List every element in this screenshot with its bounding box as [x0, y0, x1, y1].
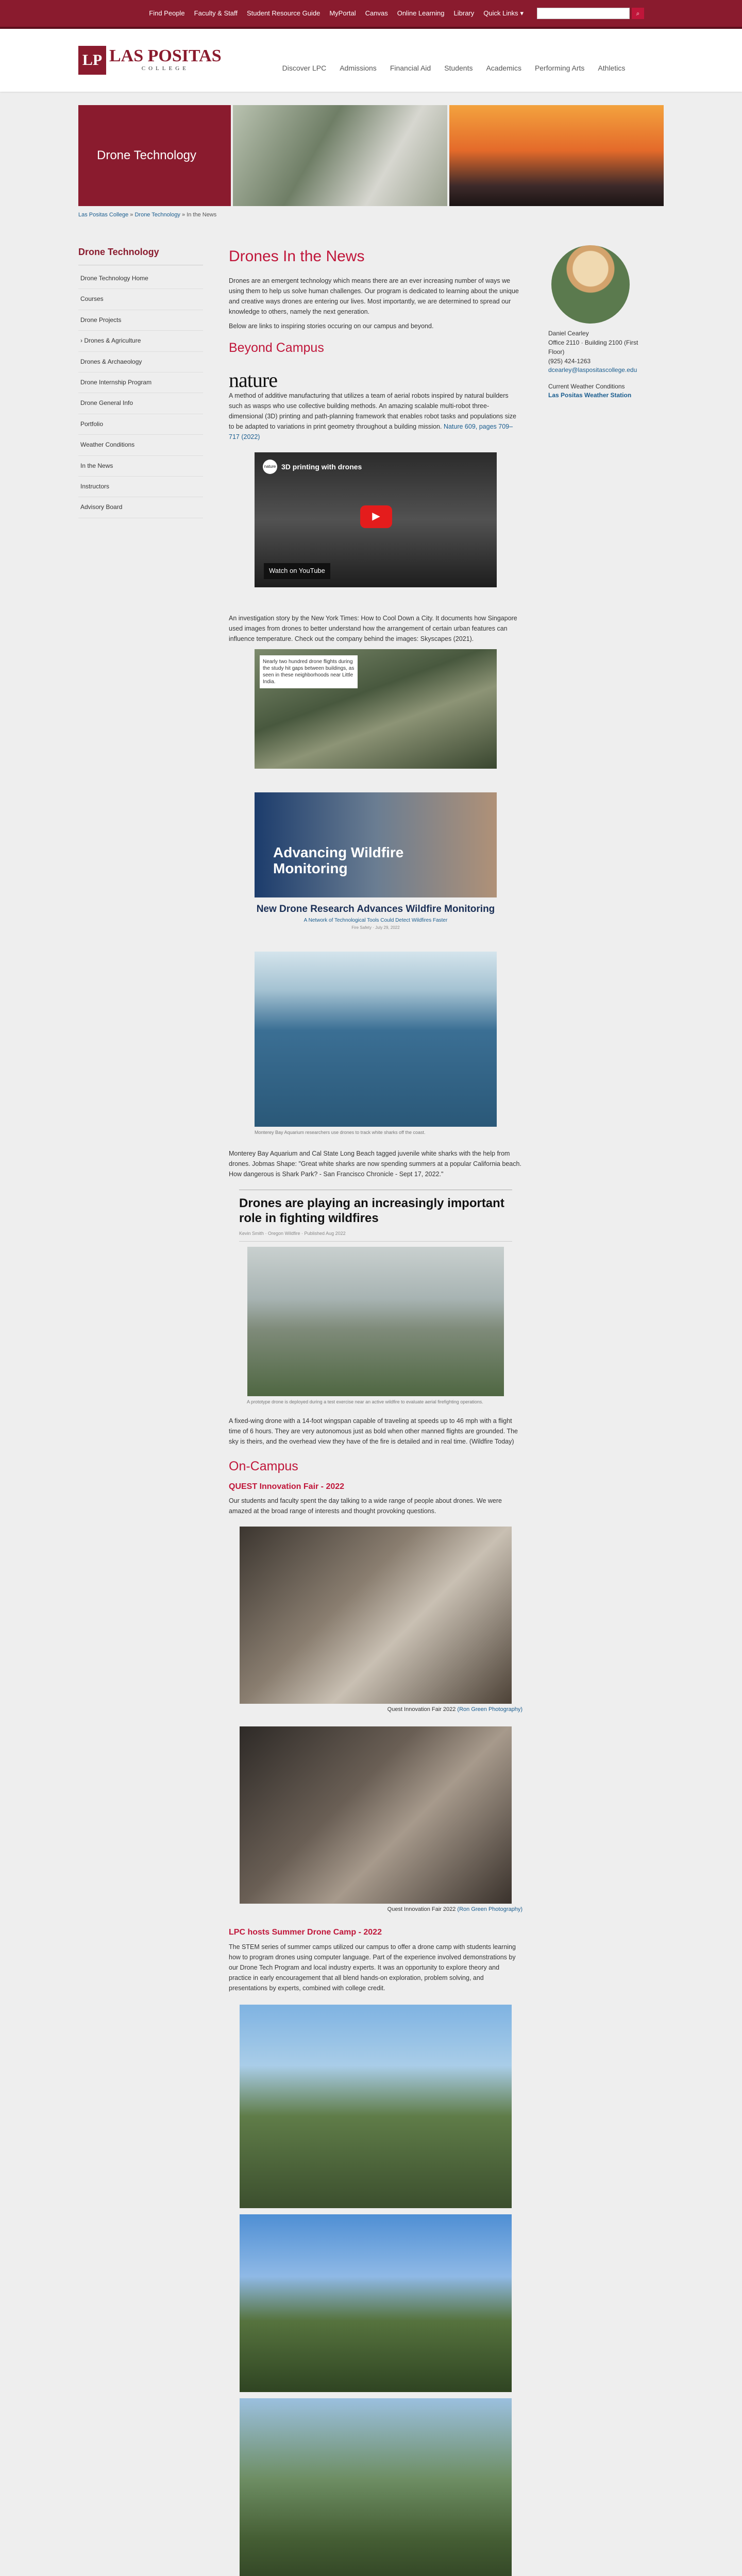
- sidebar-item[interactable]: [78, 352, 203, 372]
- quest-caption-2-text: Quest Innovation Fair 2022: [387, 1906, 456, 1913]
- contact-email-link[interactable]: dcearley@laspositascollege.edu: [548, 366, 637, 374]
- sidebar-item[interactable]: [78, 372, 203, 393]
- drone-camp-photo-3: [240, 2398, 512, 2576]
- sidebar-item[interactable]: [78, 477, 203, 497]
- drone-camp-photo-2: [240, 2214, 512, 2392]
- sidebar-item-label[interactable]: Advisory Board: [80, 503, 123, 511]
- quick-links-label: Quick Links: [483, 9, 518, 17]
- nature-citation-link[interactable]: Nature 609, pages 709–717 (2022): [229, 422, 513, 440]
- quest-title: QUEST Innovation Fair - 2022: [229, 1482, 345, 1492]
- topbar-link-canvas[interactable]: Canvas: [365, 9, 388, 17]
- quest-fair-photo-2: [240, 1726, 512, 1904]
- section-title-on-campus: On-Campus: [229, 1459, 298, 1473]
- section-title-beyond-campus: Beyond Campus: [229, 341, 324, 355]
- sidebar-item[interactable]: [78, 497, 203, 518]
- logo-subtitle: COLLEGE: [141, 65, 189, 72]
- contact-office: Office 2110 · Building 2100 (First Floor): [548, 338, 638, 355]
- contact-name: Daniel Cearley: [548, 329, 589, 337]
- banner-image-drone-sunset: [449, 105, 664, 206]
- quest-paragraph: Our students and faculty spent the day talking to a wide range of people about drones. We were amazed at the broad range of interests and thought provoking questions.: [229, 1497, 502, 1515]
- breadcrumb: Las Positas College » Drone Technology » In the News: [78, 212, 217, 218]
- logo-mark-icon: LP: [78, 46, 106, 75]
- singapore-aerial-image: [255, 649, 497, 769]
- quest-fair-photo-1: [240, 1527, 512, 1704]
- topbar-link-student-resource-guide[interactable]: Student Resource Guide: [246, 9, 321, 17]
- topbar-link-library[interactable]: Library: [453, 9, 475, 17]
- sidebar-item-label[interactable]: Portfolio: [80, 420, 104, 428]
- banner-image-drone-field: [233, 105, 447, 206]
- photo-credit-link[interactable]: (Ron Green Photography): [457, 1906, 522, 1913]
- play-icon[interactable]: ▶: [360, 505, 392, 528]
- wildfire-source-link[interactable]: A Network of Technological Tools Could Detect Wildfires Faster: [303, 918, 448, 924]
- breadcrumb-drone-technology[interactable]: Drone Technology: [134, 212, 180, 218]
- main-content: [229, 245, 522, 2576]
- topbar-link-myportal[interactable]: MyPortal: [329, 9, 356, 17]
- quest-caption-1: [229, 1706, 522, 1714]
- sidebar-item-label[interactable]: Weather Conditions: [80, 441, 135, 449]
- site-header: [0, 29, 742, 92]
- banner-title: Drone Technology: [78, 105, 231, 206]
- fire-paragraph: A fixed-wing drone with a 14-foot wingspan capable of traveling at speeds up to 46 mph with a flight time of 6 hours. They are very autonomous just as bold when other manned flights are grounded. The sky is theirs, and the overhead view they have of the fire is detailed and in real time. (Wildfire Today): [229, 1417, 518, 1445]
- sidebar-item-label[interactable]: Drone Technology Home: [80, 275, 148, 282]
- video-title: 3D printing with drones: [281, 462, 362, 471]
- sidebar-item[interactable]: [78, 393, 203, 414]
- nyt-overlay-text: Nearly two hundred drone flights during the study hit gaps between buildings, as seen in these neighborhoods near Little India.: [260, 655, 358, 688]
- channel-avatar: nature: [263, 460, 277, 474]
- fire-caption: A prototype drone is deployed during a test exercise near an active wildfire to evaluate aerial firefighting operations.: [247, 1399, 483, 1404]
- drone-camp-photo-1: [240, 2005, 512, 2208]
- nav-athletics[interactable]: Athletics: [598, 63, 626, 72]
- sidebar-item-label[interactable]: Drones & Agriculture: [84, 337, 141, 345]
- shark-paragraph: Monterey Bay Aquarium and Cal State Long Beach tagged juvenile white sharks with the help from drones. Jobmas Shape: "Great white sharks are now spending summers at a popular California beach. How dangerous is Shark Park? - San Francisco Chronicle - Sept 17, 2022.": [229, 1149, 521, 1178]
- sidebar: [78, 245, 203, 518]
- utility-bar: [0, 0, 742, 29]
- sidebar-item-label[interactable]: Drone Internship Program: [80, 378, 152, 386]
- sidebar-item-label[interactable]: Drone General Info: [80, 399, 133, 407]
- sidebar-item[interactable]: [78, 414, 203, 435]
- sidebar-item-label[interactable]: Drone Projects: [80, 316, 122, 324]
- nature-text: A method of additive manufacturing that utilizes a team of aerial robots inspired by natural builders such as wasps who use collective building methods. An amazing scalable multi-robot three-dimensional (3D) printing and path-planning framework that enables robot tasks and populations size to be adapted to variations in print geometry throughout a building mission.: [229, 392, 516, 430]
- search-input[interactable]: [537, 8, 630, 19]
- contact-aside: [548, 245, 641, 400]
- college-logo[interactable]: [78, 46, 222, 75]
- nav-academics[interactable]: Academics: [486, 63, 521, 72]
- photo-credit-link[interactable]: (Ron Green Photography): [457, 1706, 522, 1713]
- page-banner: [78, 105, 664, 206]
- topbar-link-find-people[interactable]: Find People: [149, 9, 185, 17]
- contact-phone: (925) 424-1263: [548, 357, 591, 365]
- breadcrumb-home[interactable]: Las Positas College: [78, 212, 129, 218]
- sidebar-item-label[interactable]: Drones & Archaeology: [80, 358, 142, 365]
- sidebar-item[interactable]: [78, 435, 203, 455]
- quest-caption-2: [229, 1906, 522, 1914]
- topbar-link-faculty-staff[interactable]: Faculty & Staff: [194, 9, 238, 17]
- page-title: Drones In the News: [229, 247, 365, 265]
- nav-performing-arts[interactable]: Performing Arts: [534, 63, 585, 72]
- sidebar-item[interactable]: [78, 456, 203, 477]
- fixed-wing-drone-image: [247, 1247, 504, 1396]
- quest-caption-1-text: Quest Innovation Fair 2022: [387, 1706, 456, 1713]
- nature-paragraph: [229, 391, 522, 442]
- shark-caption: Monterey Bay Aquarium researchers use drones to track white sharks off the coast.: [255, 1129, 426, 1135]
- weather-station-link[interactable]: Las Positas Weather Station: [548, 392, 632, 399]
- topbar-link-online-learning[interactable]: Online Learning: [397, 9, 445, 17]
- logo-title: LAS POSITAS: [109, 46, 222, 66]
- sidebar-item[interactable]: [78, 289, 203, 310]
- sidebar-item[interactable]: [78, 268, 203, 289]
- intro-paragraph: Drones are an emergent technology which means there are an ever increasing number of ways we using them to help us solve human challenges. Our program is dedicated to learning about the unique and creative ways drones are entering our lives. Most importantly, we are determined to spread our knowledge to others, namely the next generation.: [229, 277, 519, 316]
- avatar: [551, 245, 630, 324]
- sidebar-item-label[interactable]: Courses: [80, 295, 104, 303]
- nav-discover-lpc[interactable]: Discover LPC: [282, 63, 327, 72]
- fire-article-heading: Drones are playing an increasingly important role in fighting wildfires: [239, 1190, 512, 1226]
- main-nav: [282, 63, 626, 73]
- nav-admissions[interactable]: Admissions: [340, 63, 377, 72]
- youtube-embed[interactable]: [255, 452, 497, 587]
- chevron-down-icon: ▾: [520, 9, 524, 17]
- fire-article-byline: Kevin Smith · Oregon Wildfire · Published Aug 2022: [239, 1230, 512, 1242]
- nav-financial-aid[interactable]: Financial Aid: [390, 63, 431, 72]
- search-button[interactable]: [632, 8, 644, 19]
- nyt-paragraph: An investigation story by the New York Times: How to Cool Down a City. It documents how Singapore used images from drones to better understand how the arrangement of certain urban features can influence temperature. Check out the company behind the images: Skyscapes (2021).: [229, 614, 517, 642]
- sidebar-item[interactable]: [78, 310, 203, 331]
- wildfire-banner-text: Advancing Wildfire Monitoring: [273, 844, 404, 876]
- nav-students[interactable]: Students: [444, 63, 473, 72]
- breadcrumb-current: In the News: [187, 212, 217, 218]
- site-search: [537, 8, 644, 19]
- chevron-right-icon: ›: [80, 337, 85, 345]
- sidebar-title: Drone Technology: [78, 245, 203, 265]
- wildfire-date: Fire Safety · July 29, 2022: [351, 925, 400, 930]
- camp-title: LPC hosts Summer Drone Camp - 2022: [229, 1928, 382, 1937]
- wildfire-banner-image: [255, 792, 497, 897]
- search-icon: ⌕: [636, 9, 640, 17]
- sidebar-item-label[interactable]: In the News: [80, 462, 113, 469]
- weather-label: Current Weather Conditions: [548, 383, 625, 391]
- shark-research-boat-image: [255, 952, 497, 1127]
- sidebar-item-label[interactable]: Instructors: [80, 482, 110, 490]
- wildfire-article-title: New Drone Research Advances Wildfire Monitoring: [256, 903, 495, 914]
- sidebar-item[interactable]: [78, 331, 203, 351]
- quick-links-menu[interactable]: [483, 9, 524, 19]
- watch-on-youtube[interactable]: Watch on YouTube: [264, 563, 330, 579]
- camp-paragraph: The STEM series of summer camps utilized our campus to offer a drone camp with students learning how to program drones using computer language. Part of the experience involved demonstrations by our Drone Tech Program and local industry experts. It was an opportunity to explore theory and practice in early encouragement that all blend hands-on exploration, problem solving, and presentations by experts, combined with college credit.: [229, 1943, 516, 1992]
- intro-paragraph-2: Below are links to inspiring stories occuring on our campus and beyond.: [229, 323, 434, 330]
- nature-logo: nature: [229, 368, 277, 392]
- content-layout: [78, 245, 664, 2576]
- wildfire-monitoring-figure: [229, 792, 522, 931]
